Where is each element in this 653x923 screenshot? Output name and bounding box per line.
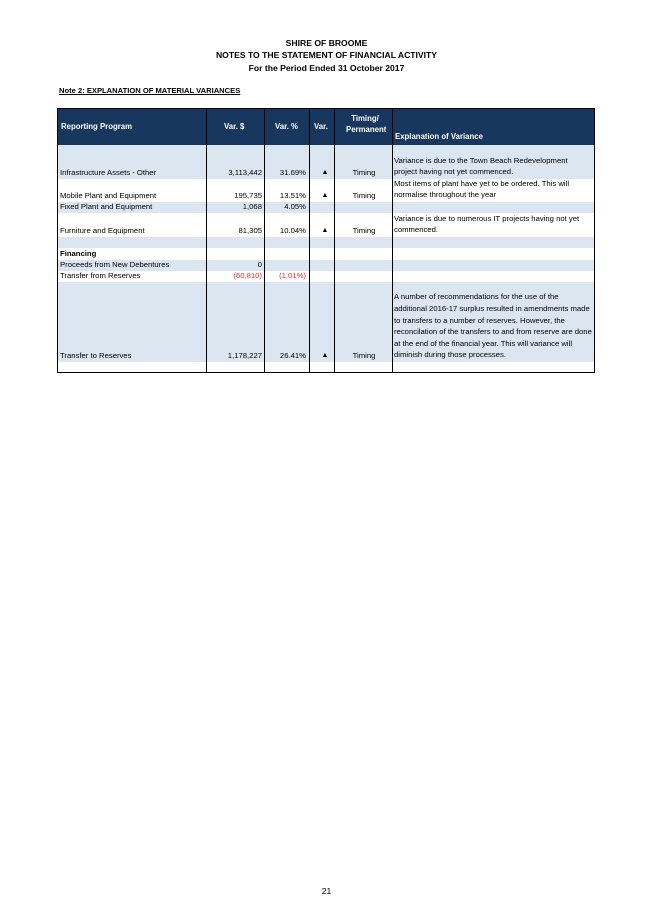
row-var-dollar: 1,068 bbox=[242, 202, 262, 211]
col-var-dollar: Var. $ bbox=[224, 122, 245, 131]
up-arrow-icon: ▲ bbox=[321, 227, 329, 234]
row-explanation: Variance is due to numerous IT projects having not yet commenced. bbox=[394, 213, 580, 235]
row-var-pct: 31.69% bbox=[279, 168, 306, 177]
row-var-pct: (1.01%) bbox=[279, 271, 306, 280]
variance-table bbox=[57, 108, 595, 373]
row-program: Transfer to Reserves bbox=[60, 351, 132, 360]
row-timing: Timing bbox=[352, 191, 376, 200]
table-row bbox=[58, 213, 594, 237]
report-period: For the Period Ended 31 October 2017 bbox=[248, 63, 405, 73]
col-timing bbox=[346, 114, 387, 134]
table-row bbox=[58, 202, 594, 213]
table-row bbox=[58, 179, 594, 202]
row-var-pct: 13.51% bbox=[279, 191, 306, 200]
table-row bbox=[58, 271, 594, 282]
table-row bbox=[58, 145, 594, 179]
row-var-pct: 4.05% bbox=[284, 202, 306, 211]
row-var-dollar: 3,113,442 bbox=[228, 168, 262, 177]
column-divider bbox=[264, 109, 265, 372]
row-var-dollar: 1,178,227 bbox=[227, 351, 262, 360]
col-timing-line2: Permanent bbox=[346, 125, 387, 134]
row-program: Proceeds from New Debentures bbox=[60, 260, 170, 269]
col-explanation: Explanation of Variance bbox=[395, 132, 483, 141]
row-timing: Timing bbox=[352, 226, 376, 235]
page-number: 21 bbox=[321, 886, 332, 896]
table-spacer-row bbox=[58, 237, 594, 248]
table-spacer-row bbox=[58, 362, 594, 373]
up-arrow-icon: ▲ bbox=[321, 192, 329, 199]
col-var: Var. bbox=[314, 122, 328, 131]
row-var-pct: 10.04% bbox=[279, 226, 306, 235]
up-arrow-icon: ▲ bbox=[321, 169, 329, 176]
report-title: NOTES TO THE STATEMENT OF FINANCIAL ACTIVITY bbox=[215, 50, 438, 60]
row-explanation: A number of recommendations for the use of the additional 2016-17 surplus resulted in amendments made to transfers to a number of reserves. However, the reconcilation of the transfers to and from reserve are done at the end of the financial year. This will variance will diminish during those processes. bbox=[394, 292, 592, 360]
row-explanation: Most items of plant have yet to be ordered. This will normalise throughout the year bbox=[394, 178, 570, 200]
table-header bbox=[58, 109, 594, 145]
column-divider bbox=[309, 109, 310, 372]
up-arrow-icon: ▲ bbox=[321, 352, 329, 359]
row-program: Infrastructure Assets - Other bbox=[60, 168, 157, 177]
row-var-dollar: (60,810) bbox=[233, 271, 262, 280]
row-program: Transfer from Reserves bbox=[60, 271, 141, 280]
col-reporting-program: Reporting Program bbox=[61, 122, 133, 131]
row-program: Fixed Plant and Equipment bbox=[60, 202, 153, 211]
row-timing: Timing bbox=[352, 168, 376, 177]
col-var-pct: Var. % bbox=[275, 122, 298, 131]
note-title: Note 2: EXPLANATION OF MATERIAL VARIANCES bbox=[59, 86, 241, 95]
row-program: Mobile Plant and Equipment bbox=[60, 191, 157, 200]
row-timing: Timing bbox=[352, 351, 376, 360]
row-explanation: Variance is due to the Town Beach Redevelopment project having not yet commenced. bbox=[394, 155, 568, 177]
row-var-dollar: 0 bbox=[257, 260, 262, 269]
column-divider bbox=[392, 109, 393, 372]
table-row bbox=[58, 282, 594, 362]
row-var-pct: 26.41% bbox=[279, 351, 306, 360]
section-financing: Financing bbox=[60, 249, 97, 258]
column-divider bbox=[206, 109, 207, 372]
row-var-dollar: 195,735 bbox=[234, 191, 262, 200]
row-var-dollar: 81,305 bbox=[238, 226, 262, 235]
column-divider bbox=[334, 109, 335, 372]
report-org-title: SHIRE OF BROOME bbox=[285, 38, 368, 48]
row-program: Furniture and Equipment bbox=[60, 226, 145, 235]
col-timing-line1: Timing/ bbox=[351, 114, 379, 123]
